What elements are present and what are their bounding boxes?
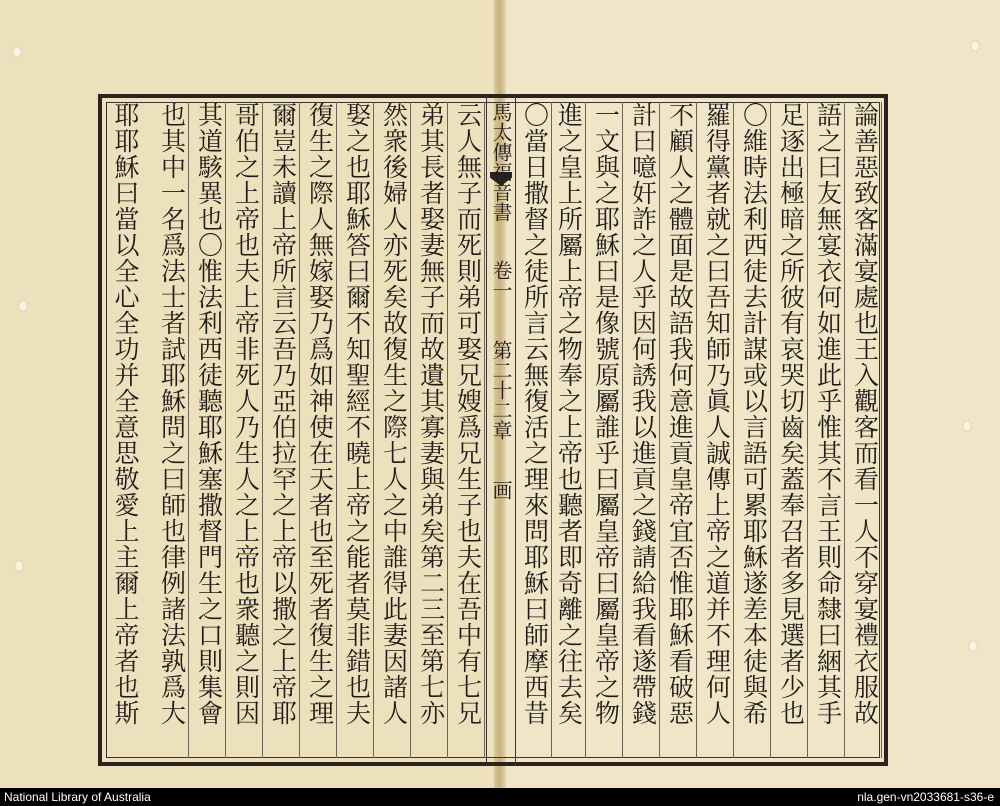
- footer-bar: [0, 788, 1000, 806]
- column-text: 計曰噫奸詐之人乎因何誘我以進貢之錢請給我看遂帶錢: [628, 102, 658, 726]
- binding-hole: [970, 40, 980, 52]
- column-text: 語之曰友無宴衣何如進此乎惟其不言王則命隸曰綑其手: [813, 102, 843, 726]
- text-column: [589, 102, 623, 758]
- text-column: [414, 102, 448, 758]
- text-column: [155, 102, 189, 758]
- text-column: [811, 102, 845, 758]
- column-text: 然衆後婦人亦死矣故復生之際七人之中誰得此妻因諸人: [379, 102, 409, 726]
- column-text: 論善惡致客滿宴處也王入觀客而看一人不穿宴禮衣服故: [850, 102, 880, 726]
- text-column: [663, 102, 697, 758]
- column-text: 進之皇上所屬上帝之物奉之上帝也聽者即奇離之往去矣: [554, 102, 584, 726]
- text-column: [377, 102, 411, 758]
- column-text: 羅得黨者就之曰吾知師乃眞人誠傳上帝之道并不理何人: [702, 102, 732, 726]
- text-column: [737, 102, 771, 758]
- text-column: [774, 102, 808, 758]
- column-text: 也其中一名爲法士者試耶穌問之曰師也律例諸法孰爲大: [157, 102, 187, 726]
- column-text: 云人無子而死則弟可娶兄嫂爲兄生子也夫在吾中有七兄: [453, 102, 483, 726]
- binding-hole: [18, 300, 28, 312]
- item-identifier: nla.gen-vn2033681-s36-e: [857, 790, 994, 804]
- text-column: [451, 102, 485, 758]
- text-column: [552, 102, 586, 758]
- text-column: [229, 102, 263, 758]
- spine-title: 馬太傳福音書: [489, 102, 513, 222]
- binding-hole: [968, 640, 978, 652]
- text-column: [303, 102, 337, 758]
- text-column: [626, 102, 660, 758]
- column-text: 〇當日撒督之徒所言云無復活之理來問耶穌曰師摩西昔: [520, 102, 550, 726]
- text-column: [518, 102, 552, 758]
- column-text: 足逐出極暗之所彼有哀哭切齒矣蓋奉召者多見選者少也: [776, 102, 806, 726]
- text-column: [340, 102, 374, 758]
- column-text: 爾豈未讀上帝所言云吾乃亞伯拉罕之上帝以撒之上帝耶: [268, 102, 298, 726]
- column-text: 一文與之耶穌曰是像號原屬誰乎曰屬皇帝曰屬皇帝之物: [591, 102, 621, 726]
- library-credit: National Library of Australia: [4, 790, 151, 804]
- binding-hole: [12, 46, 22, 58]
- column-text: 〇維時法利西徒去計謀或以言語可累耶穌遂差本徒與希: [739, 102, 769, 726]
- column-text: 耶耶穌曰當以全心全功并全意思敬愛上主爾上帝者也斯: [111, 102, 140, 726]
- column-text: 不顧人之體面是故語我何意進貢皇帝宜否惟耶穌看破惡: [665, 102, 695, 726]
- column-text: 復生之際人無嫁娶乃爲如神使在天者也至死者復生之理: [305, 102, 335, 726]
- text-column: [700, 102, 734, 758]
- column-text: 其道駭異也〇惟法利西徒聽耶穌塞撒督門生之口則集會: [194, 102, 224, 726]
- text-column: [108, 102, 142, 758]
- text-column: [848, 102, 882, 758]
- spine-volume: 卷一: [489, 260, 513, 300]
- column-text: 哥伯之上帝也夫上帝非死人乃生人之上帝也衆聽之則因: [231, 102, 261, 726]
- spine-heading: [488, 102, 514, 758]
- binding-hole: [14, 560, 24, 572]
- spine-chapter: 第二十二章: [489, 340, 513, 440]
- column-text: 娶之也耶穌答曰爾不知聖經不曉上帝之能者莫非錯也夫: [342, 102, 372, 726]
- column-text: 弟其長者娶妻無子而故遺其寡妻與弟矣第二三至第七亦: [416, 102, 446, 726]
- text-column: [192, 102, 226, 758]
- spine-leaf-number: 画: [489, 480, 513, 500]
- binding-hole: [962, 420, 972, 432]
- text-column: [266, 102, 300, 758]
